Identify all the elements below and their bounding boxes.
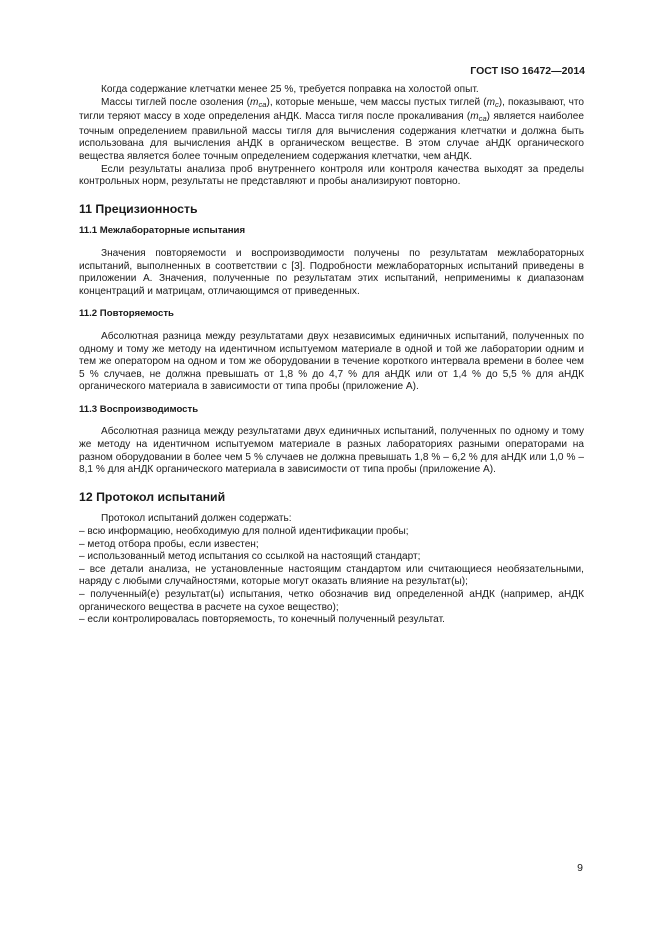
symbol-m: m xyxy=(470,111,479,123)
text-run: ) является наиболее точным определением правильной массы тигля для вычисления содержания клетчатки и должна быть использована для вычисления аНДК в органическом веществе. В этом случае аНДК органического вещества является более точным определением содержания клетчатки, чем аНДК. xyxy=(79,111,584,162)
paragraph-blank-correction: Когда содержание клетчатки менее 25 %, требуется поправка на холостой опыт. xyxy=(101,84,479,95)
standard-header: ГОСТ ISO 16472—2014 xyxy=(470,65,585,77)
symbol-m: m xyxy=(486,96,495,108)
report-item: – использованный метод испытания со ссылкой на настоящий стандарт; xyxy=(79,551,421,563)
subscript: ca xyxy=(478,114,487,124)
section-11-3-text: Абсолютная разница между результатами двух единичных испытаний, полученных по одному и тому же методу на идентичном испытуемом материале в разных лабораториях разными операторами на разном оборудовании в более чем 5 % случаев не должна превышать 1,8 % – 6,2 % для аНДК или 1,0 % – 8,1 % для аНДК органического материала в зависимости от типа пробы (приложение А). xyxy=(79,426,584,476)
section-11-1-title: 11.1 Межлабораторные испытания xyxy=(79,225,246,237)
paragraph-crucible-mass xyxy=(79,97,584,164)
report-item: – метод отбора пробы, если известен; xyxy=(79,538,259,550)
section-11-1-text: Значения повторяемости и воспроизводимости получены по результатам межлабораторных испытаний, выполненных в соответствии с [3]. Подробности межлабораторных испытаний приведены в приложении А. Значения, полученные по результатам этих испытаний, неприменимы к диапазонам концентраций и матрицам, отличающимся от приведенных. xyxy=(79,247,584,297)
report-lead: Протокол испытаний должен содержать: xyxy=(101,513,292,525)
symbol-m: m xyxy=(250,96,259,108)
text-run: ), показывают, что тигли теряют массу в ходе определения аНДК. Масса тигля после прокаливания ( xyxy=(79,96,584,123)
subscript: c xyxy=(494,99,499,109)
text-run: ), которые меньше, чем массы пустых тиглей ( xyxy=(266,96,487,108)
report-item: – полученный(е) результат(ы) испытания, четко обозначив вид определенной аНДК (например, аНДК органического вещества в расчете на сухое вещество); xyxy=(79,589,584,613)
report-item: – всю информацию, необходимую для полной идентификации пробы; xyxy=(79,526,409,538)
section-11-3-title: 11.3 Воспроизводимость xyxy=(79,403,199,415)
page-number: 9 xyxy=(577,862,583,874)
paragraph-control-samples: Если результаты анализа проб внутреннего контроля или контроля качества выходят за пределы контрольных норм, результаты не представляют и пробы анализируют повторно. xyxy=(79,163,584,188)
subscript: ca xyxy=(258,99,267,109)
report-item: – если контролировалась повторяемость, то конечный полученный результат. xyxy=(79,614,445,626)
section-11-title: 11 Прецизионность xyxy=(79,201,198,216)
section-11-2-title: 11.2 Повторяемость xyxy=(79,308,174,320)
report-item: – все детали анализа, не установленные настоящим стандартом или считающиеся необязательными, наряду с любыми случайностями, которые могут оказать влияние на результат(ы); xyxy=(79,563,584,588)
text-run: Массы тиглей после озоления ( xyxy=(101,96,251,108)
section-11-2-text: Абсолютная разница между результатами двух независимых единичных испытаний, полученных по одному и тому же методу на идентичном испытуемом материале в одной и той же лаборатории одним и тем же оператором на одном и том же оборудовании в течение короткого интервала времени в более чем 5 % случаев, не должна превышать от 1,8 % до 4,7 % для аНДК или от 1,4 % до 5,5 % для аНДК органического материала в зависимости от типа пробы (приложение А). xyxy=(79,330,584,393)
document-body xyxy=(79,84,584,627)
section-12-title: 12 Протокол испытаний xyxy=(79,489,226,504)
